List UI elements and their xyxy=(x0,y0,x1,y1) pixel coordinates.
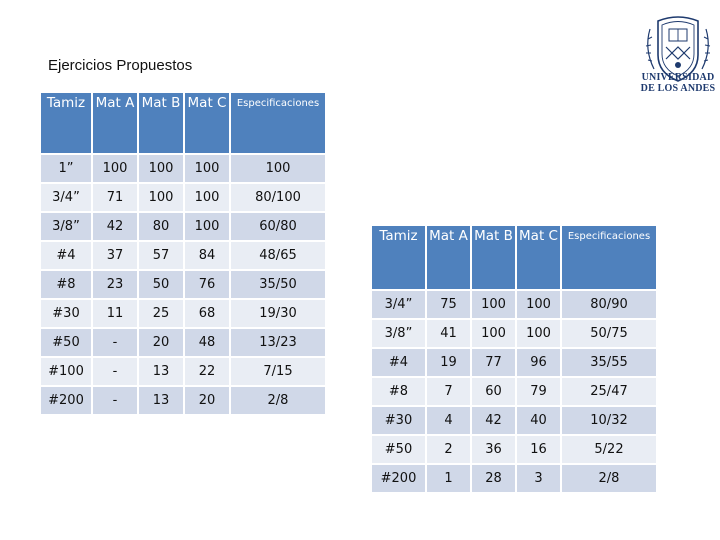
table-cell: 40 xyxy=(517,407,560,434)
table-cell: 22 xyxy=(185,358,229,385)
table-cell: 16 xyxy=(517,436,560,463)
table-cell: 1 xyxy=(427,465,470,492)
table-cell: 100 xyxy=(517,320,560,347)
table-cell: 48 xyxy=(185,329,229,356)
table-row xyxy=(372,349,656,376)
table-cell: #200 xyxy=(372,465,425,492)
table-cell: 41 xyxy=(427,320,470,347)
table-cell: #30 xyxy=(372,407,425,434)
table-cell: 42 xyxy=(93,213,137,240)
table-cell: 7 xyxy=(427,378,470,405)
table-row xyxy=(41,242,325,269)
header-mat-a: Mat A xyxy=(93,93,137,153)
table-cell: 3/8” xyxy=(41,213,91,240)
table-cell: 76 xyxy=(185,271,229,298)
table-cell: 100 xyxy=(139,184,183,211)
table-cell: - xyxy=(93,329,137,356)
table-cell: 5/22 xyxy=(562,436,656,463)
table-cell: 3/8” xyxy=(372,320,425,347)
sieve-spec-table-1 xyxy=(39,91,327,416)
table-cell: 19 xyxy=(427,349,470,376)
header-mat-c: Mat C xyxy=(185,93,229,153)
table-cell: #8 xyxy=(41,271,91,298)
table-cell: 19/30 xyxy=(231,300,325,327)
table-cell: 77 xyxy=(472,349,515,376)
table-cell: 42 xyxy=(472,407,515,434)
table-cell: 36 xyxy=(472,436,515,463)
table-cell: 13/23 xyxy=(231,329,325,356)
header-tamiz: Tamiz xyxy=(41,93,91,153)
table-cell: 60/80 xyxy=(231,213,325,240)
table-cell: #4 xyxy=(41,242,91,269)
table-row xyxy=(372,291,656,318)
header-especificaciones: Especificaciones xyxy=(562,226,656,289)
table-row xyxy=(41,271,325,298)
table-cell: 48/65 xyxy=(231,242,325,269)
table-cell: 35/50 xyxy=(231,271,325,298)
table-cell: #4 xyxy=(372,349,425,376)
table-cell: 80/90 xyxy=(562,291,656,318)
table-cell: 4 xyxy=(427,407,470,434)
table-cell: 3/4” xyxy=(41,184,91,211)
table-cell: 80/100 xyxy=(231,184,325,211)
header-mat-b: Mat B xyxy=(472,226,515,289)
table-row xyxy=(41,213,325,240)
table-row xyxy=(372,436,656,463)
table-cell: 3 xyxy=(517,465,560,492)
table-cell: #100 xyxy=(41,358,91,385)
table-cell: 100 xyxy=(231,155,325,182)
table-row xyxy=(41,184,325,211)
table-cell: 100 xyxy=(472,320,515,347)
table-row xyxy=(41,155,325,182)
table-cell: #200 xyxy=(41,387,91,414)
table-cell: 100 xyxy=(185,184,229,211)
table-cell: 100 xyxy=(185,213,229,240)
table-cell: 50/75 xyxy=(562,320,656,347)
table-cell: 35/55 xyxy=(562,349,656,376)
table-cell: 11 xyxy=(93,300,137,327)
table-cell: 23 xyxy=(93,271,137,298)
table-row xyxy=(372,407,656,434)
header-especificaciones: Especificaciones xyxy=(231,93,325,153)
table-cell: - xyxy=(93,387,137,414)
slide-title: Ejercicios Propuestos xyxy=(48,57,193,74)
table-cell: 96 xyxy=(517,349,560,376)
table-cell: 28 xyxy=(472,465,515,492)
table-cell: 84 xyxy=(185,242,229,269)
table-cell: - xyxy=(93,358,137,385)
table-cell: 2/8 xyxy=(231,387,325,414)
table-cell: 71 xyxy=(93,184,137,211)
table-cell: 20 xyxy=(139,329,183,356)
table-cell: 10/32 xyxy=(562,407,656,434)
sieve-spec-table-2 xyxy=(370,224,658,494)
table-cell: #30 xyxy=(41,300,91,327)
table-cell: 13 xyxy=(139,358,183,385)
table-row xyxy=(41,387,325,414)
table-cell: 7/15 xyxy=(231,358,325,385)
table-cell: 60 xyxy=(472,378,515,405)
table-row xyxy=(372,320,656,347)
logo-text-line2: DE LOS ANDES xyxy=(640,83,716,94)
table-cell: 79 xyxy=(517,378,560,405)
table-cell: 100 xyxy=(139,155,183,182)
table-cell: #50 xyxy=(41,329,91,356)
table-cell: 57 xyxy=(139,242,183,269)
table-row xyxy=(41,329,325,356)
table-row xyxy=(372,465,656,492)
table-row xyxy=(372,378,656,405)
header-mat-a: Mat A xyxy=(427,226,470,289)
table-cell: 2/8 xyxy=(562,465,656,492)
table-row xyxy=(41,300,325,327)
table-cell: 3/4” xyxy=(372,291,425,318)
header-mat-c: Mat C xyxy=(517,226,560,289)
table-cell: 100 xyxy=(93,155,137,182)
header-mat-b: Mat B xyxy=(139,93,183,153)
table-cell: 100 xyxy=(185,155,229,182)
table-cell: 1” xyxy=(41,155,91,182)
table-cell: 100 xyxy=(472,291,515,318)
table-cell: 13 xyxy=(139,387,183,414)
table-cell: 100 xyxy=(517,291,560,318)
table-cell: #8 xyxy=(372,378,425,405)
table-cell: 68 xyxy=(185,300,229,327)
table-cell: 25 xyxy=(139,300,183,327)
table-cell: 37 xyxy=(93,242,137,269)
table-cell: 2 xyxy=(427,436,470,463)
table-row xyxy=(41,358,325,385)
table-cell: 75 xyxy=(427,291,470,318)
table-cell: 50 xyxy=(139,271,183,298)
table-cell: #50 xyxy=(372,436,425,463)
logo-text-line1: UNIVERSIDAD xyxy=(641,72,715,83)
header-tamiz: Tamiz xyxy=(372,226,425,289)
table-cell: 80 xyxy=(139,213,183,240)
table-cell: 25/47 xyxy=(562,378,656,405)
table-cell: 20 xyxy=(185,387,229,414)
